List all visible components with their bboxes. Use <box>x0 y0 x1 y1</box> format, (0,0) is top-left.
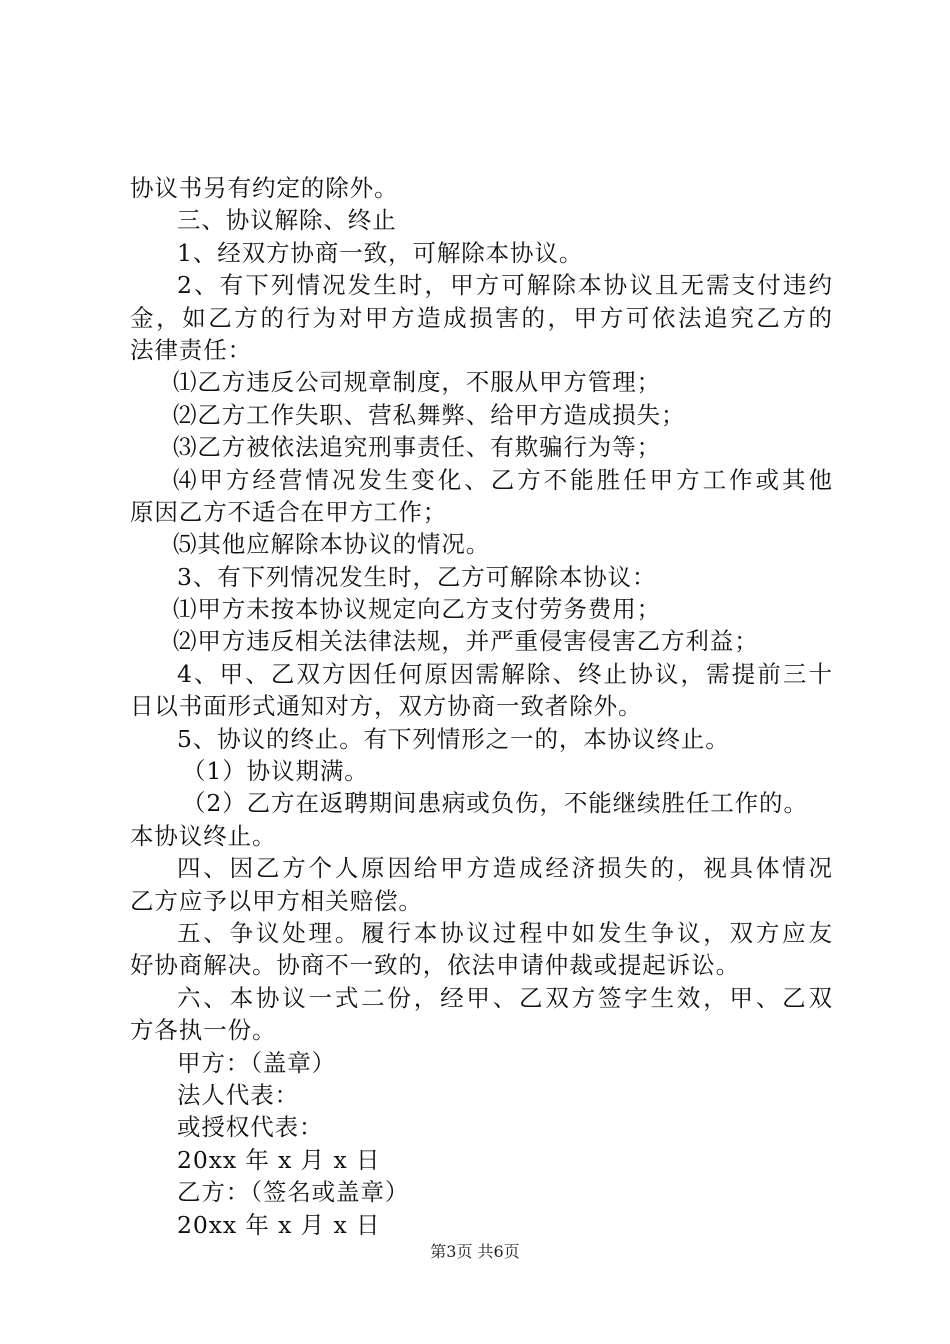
text-line: 5、协议的终止。有下列情形之一的，本协议终止。 <box>177 724 730 753</box>
text-line: 金，如乙方的行为对甲方造成损害的，甲方可依法追究乙方的 <box>130 303 832 332</box>
text-line: 方各执一份。 <box>130 1016 277 1045</box>
text-line: （1）协议期满。 <box>182 757 369 786</box>
text-line: 原因乙方不适合在甲方工作； <box>130 497 448 526</box>
text-line: 法人代表： <box>177 1080 299 1109</box>
text-line: 乙方：（签名或盖章） <box>177 1178 410 1207</box>
text-line: 协议书另有约定的除外。 <box>130 174 399 202</box>
text-line: ⑸其他应解除本协议的情况。 <box>173 530 491 559</box>
page-number-label: 第3页 共6页 <box>430 1242 520 1261</box>
text-line: ⑴乙方违反公司规章制度，不服从甲方管理； <box>173 368 661 397</box>
text-line: ⑶乙方被依法追究刑事责任、有欺骗行为等； <box>173 433 661 462</box>
text-line: ⑴甲方未按本协议规定向乙方支付劳务费用； <box>173 595 661 624</box>
text-line: 日以书面形式通知对方，双方协商一致者除外。 <box>130 692 643 721</box>
text-line: 4、甲、乙双方因任何原因需解除、终止协议，需提前三十 <box>177 659 832 688</box>
text-line: ⑵甲方违反相关法律法规，并严重侵害侵害乙方利益； <box>173 627 759 656</box>
text-line: 本协议终止。 <box>130 821 277 850</box>
text-line: 3、有下列情况发生时，乙方可解除本协议： <box>177 562 657 591</box>
text-line: 乙方应予以甲方相关赔偿。 <box>130 886 423 915</box>
text-line: ⑵乙方工作失职、营私舞弊、给甲方造成损失； <box>173 400 686 429</box>
text-line: 20xx 年 x 月 x 日 <box>177 1210 381 1239</box>
text-line: 四、因乙方个人原因给甲方造成经济损失的，视具体情况 <box>177 854 832 883</box>
text-line: 法律责任： <box>130 335 252 364</box>
text-line: 六、本协议一式二份，经甲、乙双方签字生效，甲、乙双 <box>177 983 832 1012</box>
text-line: 或授权代表： <box>177 1113 324 1142</box>
page-footer <box>0 1242 950 1262</box>
document-body <box>130 172 832 1241</box>
text-line: 甲方：（盖章） <box>177 1048 337 1077</box>
text-line: 2、有下列情况发生时，甲方可解除本协议且无需支付违约 <box>177 271 832 300</box>
text-line: 五、争议处理。履行本协议过程中如发生争议，双方应友 <box>177 918 832 947</box>
text-line: （2）乙方在返聘期间患病或负伤，不能继续胜任工作的。 <box>182 789 808 818</box>
text-line: 三、协议解除、终止 <box>177 206 397 235</box>
text-line: 20xx 年 x 月 x 日 <box>177 1145 381 1174</box>
text-line: ⑷甲方经营情况发生变化、乙方不能胜任甲方工作或其他 <box>173 465 832 494</box>
text-line: 1、经双方协商一致，可解除本协议。 <box>177 238 584 267</box>
text-line: 好协商解决。协商不一致的，依法申请仲裁或提起诉讼。 <box>130 951 740 980</box>
